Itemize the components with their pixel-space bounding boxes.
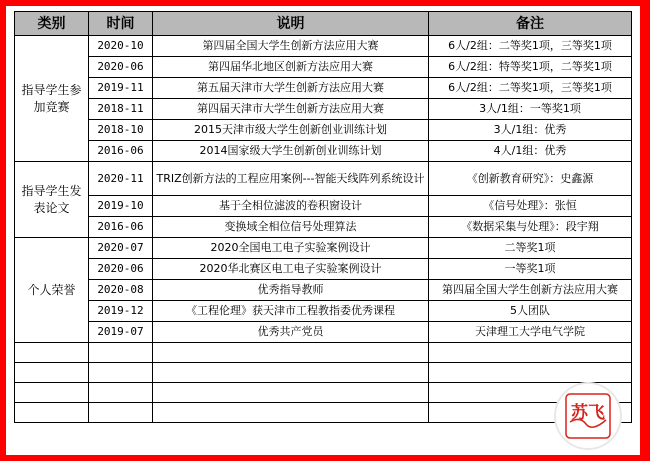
- row-remarks: 4人/1组：优秀: [429, 141, 632, 162]
- row-date: 2020-06: [89, 57, 153, 78]
- row-remarks: 天津理工大学电气学院: [429, 322, 632, 343]
- empty-row: [15, 383, 632, 403]
- document-sheet: [6, 6, 640, 455]
- row-description: 《工程伦理》获天津市工程教指委优秀课程: [153, 301, 429, 322]
- row-remarks: 《数据采集与处理》：段宇翔: [429, 217, 632, 238]
- table-row: [15, 238, 632, 259]
- table-row: [15, 78, 632, 99]
- table-row: [15, 217, 632, 238]
- row-description: 第四届天津市大学生创新方法应用大赛: [153, 99, 429, 120]
- row-description: 2014国家级大学生创新创业训练计划: [153, 141, 429, 162]
- row-description: 第四届华北地区创新方法应用大赛: [153, 57, 429, 78]
- row-remarks: 第四届全国大学生创新方法应用大赛: [429, 280, 632, 301]
- row-remarks: 3人/1组：优秀: [429, 120, 632, 141]
- row-description: TRIZ创新方法的工程应用案例---智能天线阵列系统设计: [153, 162, 429, 196]
- row-description: 变换域全相位信号处理算法: [153, 217, 429, 238]
- category-honors: 个人荣誉: [15, 238, 89, 343]
- row-date: 2016-06: [89, 141, 153, 162]
- row-remarks: 3人/1组：一等奖1项: [429, 99, 632, 120]
- row-description: 优秀共产党员: [153, 322, 429, 343]
- table-row: [15, 196, 632, 217]
- row-date: 2019-10: [89, 196, 153, 217]
- category-competitions: 指导学生参加竞赛: [15, 36, 89, 162]
- row-description: 2020全国电工电子实验案例设计: [153, 238, 429, 259]
- table-row: [15, 162, 632, 196]
- row-date: 2018-11: [89, 99, 153, 120]
- table-row: [15, 141, 632, 162]
- row-date: 2020-11: [89, 162, 153, 196]
- header-description: 说明: [153, 12, 429, 36]
- category-papers: 指导学生发表论文: [15, 162, 89, 238]
- table-row: [15, 259, 632, 280]
- signature-seal: [552, 380, 624, 452]
- header-remarks: 备注: [429, 12, 632, 36]
- table-row: [15, 99, 632, 120]
- row-remarks: 5人团队: [429, 301, 632, 322]
- header-category: 类别: [15, 12, 89, 36]
- row-date: 2018-10: [89, 120, 153, 141]
- row-description: 第五届天津市大学生创新方法应用大赛: [153, 78, 429, 99]
- row-date: 2019-07: [89, 322, 153, 343]
- table-row: [15, 57, 632, 78]
- empty-row: [15, 403, 632, 423]
- row-date: 2019-12: [89, 301, 153, 322]
- row-remarks: 6人/2组：二等奖1项，三等奖1项: [429, 78, 632, 99]
- row-date: 2020-08: [89, 280, 153, 301]
- empty-row: [15, 343, 632, 363]
- row-description: 第四届全国大学生创新方法应用大赛: [153, 36, 429, 57]
- row-date: 2020-10: [89, 36, 153, 57]
- row-date: 2020-06: [89, 259, 153, 280]
- table-row: [15, 280, 632, 301]
- row-description: 2020华北赛区电工电子实验案例设计: [153, 259, 429, 280]
- row-remarks: 二等奖1项: [429, 238, 632, 259]
- row-description: 2015天津市级大学生创新创业训练计划: [153, 120, 429, 141]
- row-remarks: 《创新教育研究》：史鑫源: [429, 162, 632, 196]
- row-remarks: 一等奖1项: [429, 259, 632, 280]
- table-row: [15, 36, 632, 57]
- row-description: 优秀指导教师: [153, 280, 429, 301]
- row-remarks: 《信号处理》：张恒: [429, 196, 632, 217]
- table-header-row: [15, 12, 632, 36]
- row-date: 2019-11: [89, 78, 153, 99]
- table-row: [15, 322, 632, 343]
- row-date: 2016-06: [89, 217, 153, 238]
- row-remarks: 6人/2组：特等奖1项，二等奖1项: [429, 57, 632, 78]
- row-description: 基于全相位滤波的卷积窗设计: [153, 196, 429, 217]
- row-date: 2020-07: [89, 238, 153, 259]
- header-time: 时间: [89, 12, 153, 36]
- table-row: [15, 301, 632, 322]
- seal-text: 苏飞: [571, 403, 605, 423]
- table-row: [15, 120, 632, 141]
- row-remarks: 6人/2组：二等奖1项，三等奖1项: [429, 36, 632, 57]
- empty-row: [15, 363, 632, 383]
- achievements-table: [14, 11, 632, 423]
